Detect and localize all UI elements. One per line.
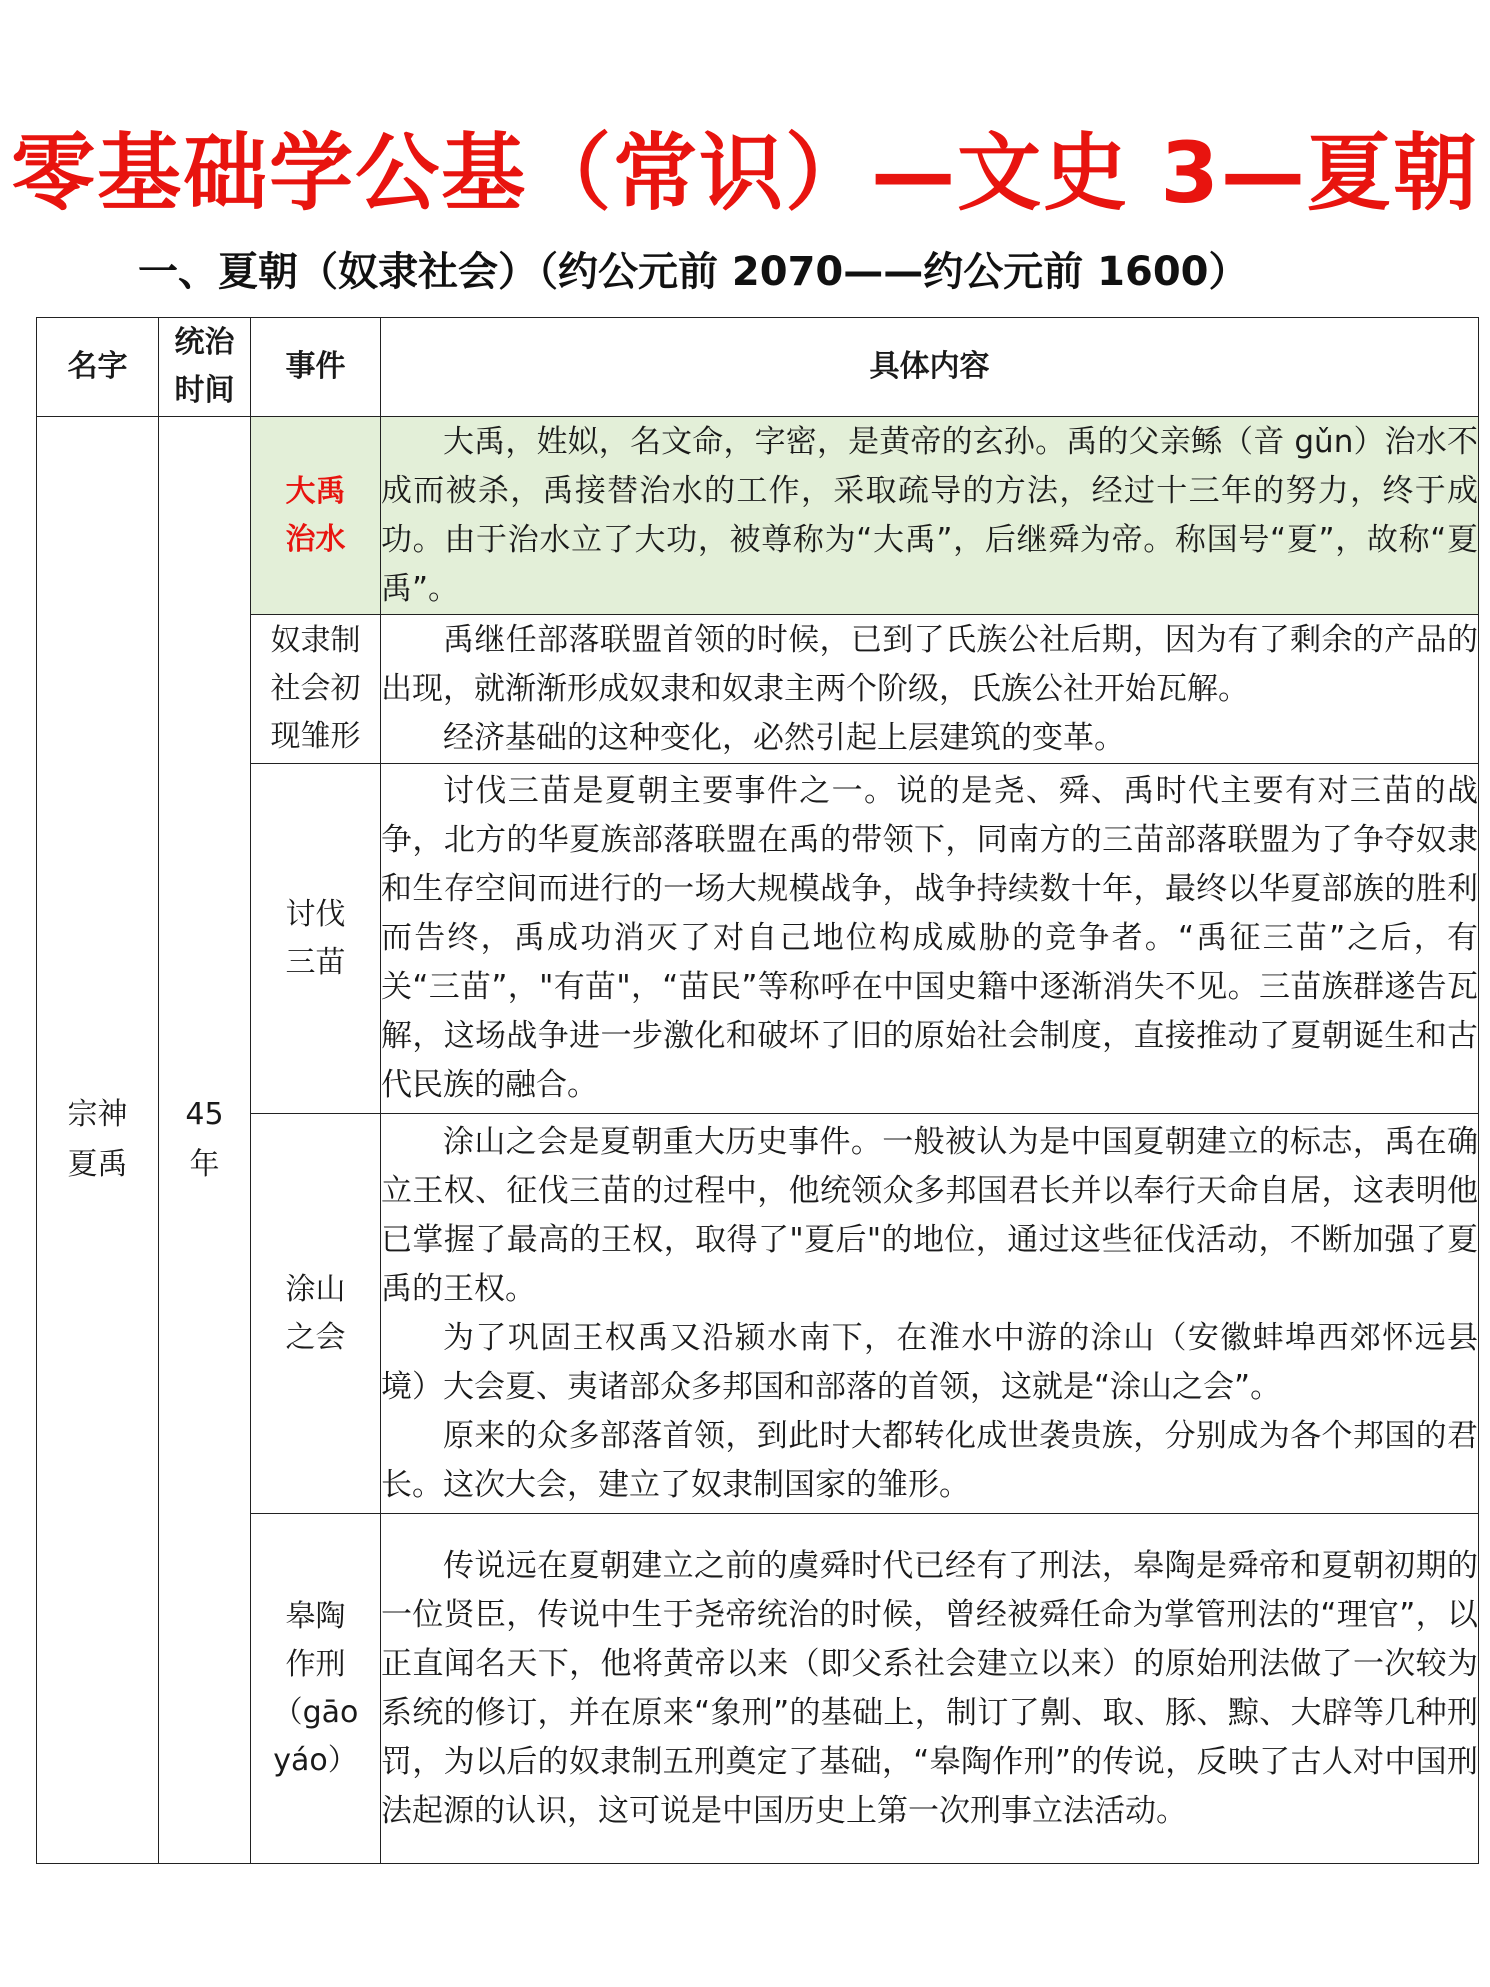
table-row [37,615,1479,764]
table-row [37,1114,1479,1514]
page-title: 零基础学公基（常识）—文史 3—夏朝 [11,124,1479,222]
event-line: 作刑 [285,1646,346,1682]
content-cell [381,1514,1479,1864]
event-line: yáo） [273,1742,358,1778]
header-reign: 统治时间 [159,318,251,417]
content-cell [381,764,1479,1114]
event-cell [251,764,381,1114]
header-event: 事件 [251,318,381,417]
reign-unit: 年 [189,1147,220,1182]
content-paragraph: 讨伐三苗是夏朝主要事件之一。说的是尧、舜、禹时代主要有对三苗的战争，北方的华夏族部落联盟在禹的带领下，同南方的三苗部落联盟为了争夺奴隶和生存空间而进行的一场大规模战争，战争持续数十年，最终以华夏部族的胜利而告终，禹成功消灭了对自己地位构成威胁的竞争者。“禹征三苗”之后，有关“三苗”，"有苗"，“苗民”等称呼在中国史籍中逐渐消失不见。三苗族群遂告瓦解，这场战争进一步激化和破坏了旧的原始社会制度，直接推动了夏朝诞生和古代民族的融合。 [381,773,1478,1103]
event-line: 三苗 [285,944,346,980]
event-line: 讨伐 [285,896,346,932]
event-cell [251,417,381,615]
event-line: 社会初 [270,671,361,706]
ruler-name-line: 夏禹 [67,1147,128,1182]
header-content: 具体内容 [381,318,1479,417]
event-cell [251,1514,381,1864]
event-line: （gāo [272,1694,359,1730]
content-paragraph: 大禹，姓姒，名文命，字密，是黄帝的玄孙。禹的父亲鲧（音 gǔn）治水不成而被杀，禹接替治水的工作，采取疏导的方法，经过十三年的努力，终于成功。由于治水立了大功，被尊称为“大禹”，后继舜为帝。称国号“夏”，故称“夏禹”。 [381,423,1478,607]
content-paragraph: 传说远在夏朝建立之前的虞舜时代已经有了刑法，皋陶是舜帝和夏朝初期的一位贤臣，传说中生于尧帝统治的时候，曾经被舜任命为掌管刑法的“理官”，以正直闻名天下，他将黄帝以来（即父系社会建立以来）的原始刑法做了一次较为系统的修订，并在原来“象刑”的基础上，制订了劓、取、豚、黥、大辟等几种刑罚，为以后的奴隶制五刑奠定了基础，“皋陶作刑”的传说，反映了古人对中国刑法起源的认识，这可说是中国历史上第一次刑事立法活动。 [381,1547,1478,1829]
ruler-name-cell [37,417,159,1864]
xia-dynasty-table [36,317,1479,1864]
event-cell [251,615,381,764]
content-paragraph: 经济基础的这种变化，必然引起上层建筑的变革。 [443,719,1125,756]
table-row [37,1514,1479,1864]
header-name: 名字 [37,318,159,417]
table-header-row [37,318,1479,417]
event-line: 涂山 [285,1271,346,1307]
event-line: 之会 [285,1319,346,1355]
content-paragraph: 涂山之会是夏朝重大历史事件。一般被认为是中国夏朝建立的标志，禹在确立王权、征伐三苗的过程中，他统领众多邦国君长并以奉行天命自居，这表明他已掌握了最高的王权，取得了"夏后"的地位，通过这些征伐活动，不断加强了夏禹的王权。 [381,1123,1478,1307]
content-paragraph: 禹继任部落联盟首领的时候，已到了氏族公社后期，因为有了剩余的产品的出现，就渐渐形成奴隶和奴隶主两个阶级，氏族公社开始瓦解。 [381,621,1478,707]
event-line: 皋陶 [285,1598,346,1634]
event-line: 奴隶制 [270,623,361,658]
table-row [37,764,1479,1114]
event-line: 治水 [285,521,346,557]
content-paragraph: 为了巩固王权禹又沿颍水南下，在淮水中游的涂山（安徽蚌埠西郊怀远县境）大会夏、夷诸部众多邦国和部落的首领，这就是“涂山之会”。 [381,1319,1478,1405]
content-paragraph: 原来的众多部落首领，到此时大都转化成世袭贵族，分别成为各个邦国的君长。这次大会，建立了奴隶制国家的雏形。 [381,1417,1478,1503]
content-cell [381,417,1479,615]
table-row [37,417,1479,615]
section-heading: 一、夏朝（奴隶社会）（约公元前 2070——约公元前 1600） [138,249,1249,295]
event-cell [251,1114,381,1514]
event-line: 大禹 [285,473,346,509]
reign-number: 45 [185,1097,224,1132]
ruler-name-line: 宗神 [67,1097,128,1132]
content-cell [381,1114,1479,1514]
event-line: 现雏形 [270,719,361,754]
content-cell [381,615,1479,764]
reign-length-cell [159,417,251,1864]
